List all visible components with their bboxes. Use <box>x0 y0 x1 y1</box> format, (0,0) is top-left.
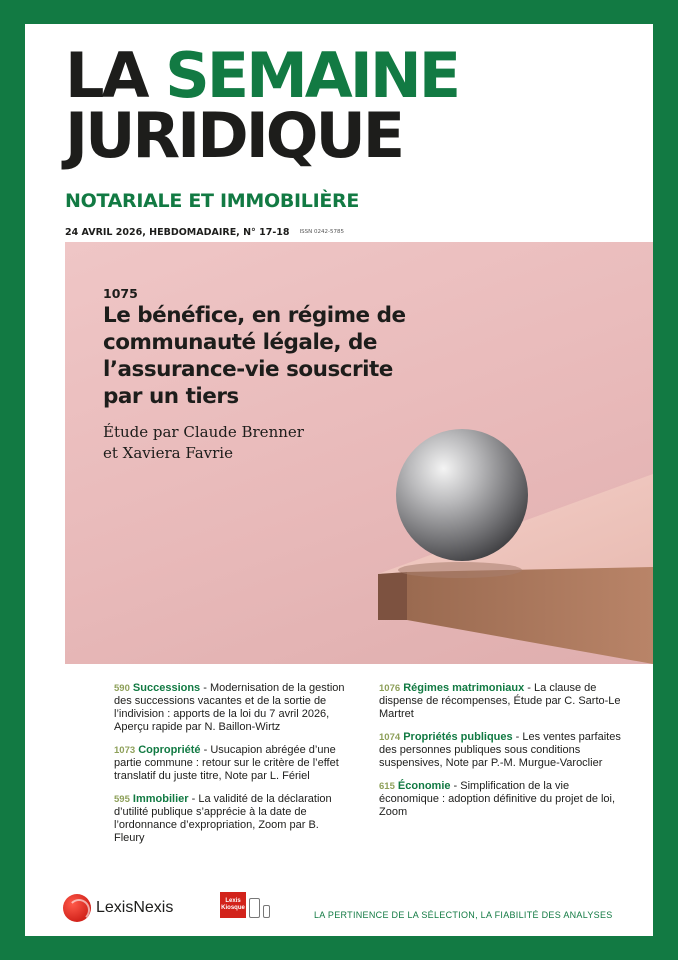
feature-title: Le bénéfice, en régime de communauté légale, de l’assurance-vie souscrite par un tiers <box>103 303 406 409</box>
issn: ISSN 0242-5785 <box>299 229 344 235</box>
toc-entry-text: - La validité de la déclaration d’utilité publique s’apprécie à la date de l’ordonnance d’expropriation, Zoom par B. Fleury <box>114 793 332 844</box>
toc-entry <box>379 682 629 721</box>
toc-entry-text: - Modernisation de la gestion des successions vacantes et de la sortie de l’indivision : apports de la loi du 7 avril 2026, Aperçu rapide par N. Baillon-Wirtz <box>114 682 345 733</box>
toc-entry <box>114 793 350 845</box>
lexisnexis-logo <box>63 894 173 922</box>
toc-entry-topic: Copropriété <box>138 744 201 756</box>
toc-entry-topic: Immobilier <box>132 793 189 805</box>
toc-entry-text: - Usucapion abrégée d’une partie commune : retour sur le critère de l’effet translatif du juste titre, Note par L. Fériel <box>114 744 339 782</box>
toc-entry-topic: Successions <box>132 682 201 694</box>
title-semaine: SEMAINE <box>165 39 459 112</box>
toc-entry <box>379 780 629 819</box>
brand-name: LexisNexis <box>96 899 174 916</box>
masthead-subtitle: NOTARIALE ET IMMOBILIÈRE <box>65 190 360 212</box>
toc-entry-number: 1073 <box>114 745 136 756</box>
toc-right-column <box>379 682 629 829</box>
toc-entry-topic: Économie <box>397 780 451 792</box>
issue-date: 24 AVRIL 2026, HEBDOMADAIRE, N° 17-18 <box>65 227 290 238</box>
feature-hero <box>65 242 653 664</box>
toc-entry-text: - Simplification de la vie économique : adoption définitive du projet de loi, Zoom <box>379 780 616 818</box>
toc-entry <box>379 731 629 770</box>
toc-entry-number: 595 <box>114 794 130 805</box>
feature-author-line2: et Xaviera Favrie <box>103 444 233 462</box>
toc-entry <box>114 682 350 734</box>
title-juridique: JURIDIQUE <box>65 99 403 172</box>
tablet-icon <box>249 898 260 918</box>
lexis-kiosque <box>220 892 270 918</box>
issue-line <box>65 227 344 238</box>
toc-entry <box>114 744 350 783</box>
kiosk-label-line1: Lexis <box>225 898 241 904</box>
title-la: LA <box>65 39 147 112</box>
toc-entry-number: 1074 <box>379 732 401 743</box>
kiosk-label-line2: Kiosque <box>221 905 245 911</box>
magazine-cover <box>25 24 653 936</box>
toc-entry-text: - La clause de dispense de récompenses, Étude par C. Sarto-Le Martret <box>379 682 621 720</box>
toc-entry-text: - Les ventes parfaites des personnes publiques sous conditions suspensives, Note par P.-M. Murgue-Varoclier <box>379 731 621 769</box>
feature-author <box>103 422 363 464</box>
lexisnexis-logo-icon <box>63 894 91 922</box>
toc-entry-topic: Propriétés publiques <box>403 731 513 743</box>
toc-entry-number: 615 <box>379 781 395 792</box>
tagline: LA PERTINENCE DE LA SÉLECTION, LA FIABILITÉ DES ANALYSES <box>314 910 613 920</box>
feature-number: 1075 <box>103 286 138 301</box>
toc-entry-topic: Régimes matrimoniaux <box>403 682 525 694</box>
toc-entry-number: 1076 <box>379 683 401 694</box>
toc-entry-number: 590 <box>114 683 130 694</box>
masthead-title <box>65 39 459 172</box>
lexis-kiosque-icon <box>220 892 246 918</box>
toc-left-column <box>114 682 350 855</box>
phone-icon <box>263 905 270 918</box>
feature-author-line1: Étude par Claude Brenner <box>103 423 304 441</box>
